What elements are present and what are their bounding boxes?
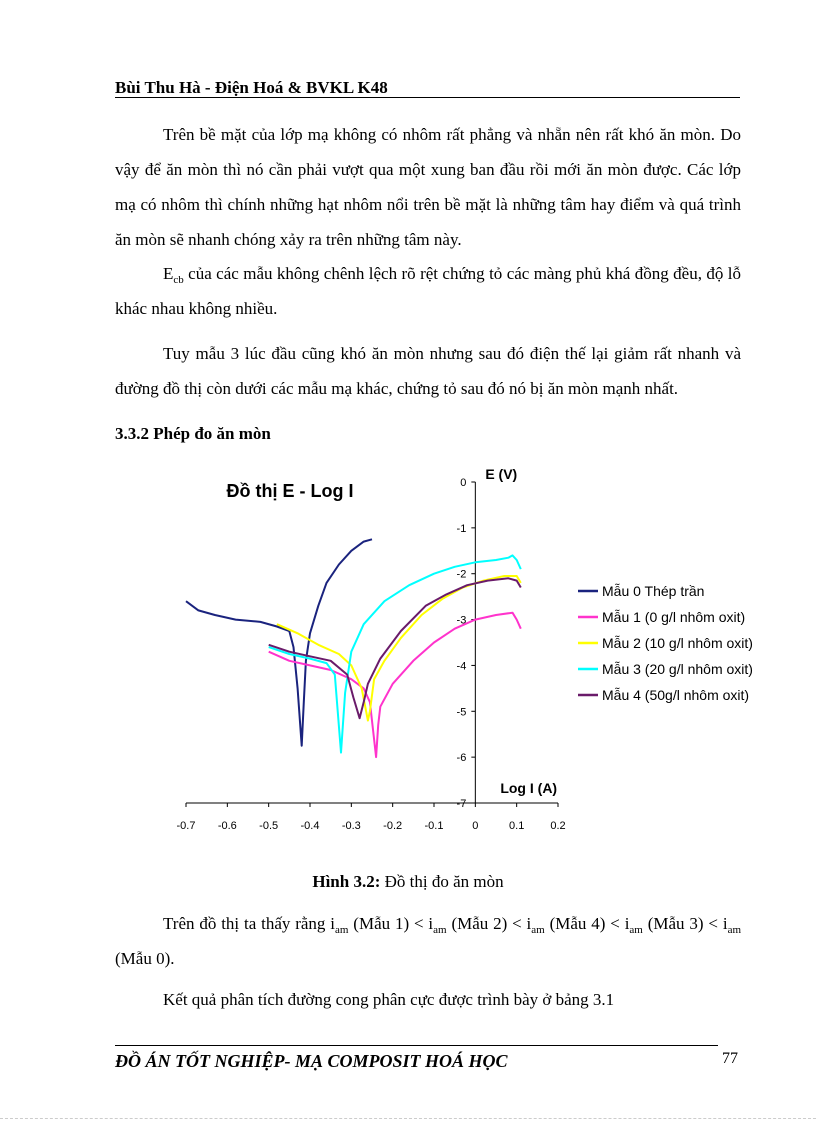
series-line	[277, 576, 521, 721]
x-tick-label: 0.1	[509, 820, 525, 832]
paragraph-2	[115, 256, 741, 326]
x-tick-label: -0.5	[259, 820, 279, 832]
page-bottom-edge	[0, 1118, 816, 1120]
y-axis-label: E (V)	[485, 466, 518, 482]
running-header: Bùi Thu Hà - Điện Hoá & BVKL K48	[115, 78, 388, 97]
caption-label: Hình 3.2:	[312, 872, 381, 891]
ecb-symbol: E	[163, 264, 174, 283]
p4-part: (Mẫu 4) < i	[544, 914, 630, 933]
x-tick-label: 0.2	[550, 820, 566, 832]
p4-part: (Mẫu 0).	[115, 949, 175, 968]
iam-subscript: am	[335, 924, 349, 936]
legend-label: Mẫu 3 (20 g/l nhôm oxit)	[602, 661, 753, 677]
footer-title: ĐỒ ÁN TỐT NGHIỆP- MẠ COMPOSIT HOÁ HỌC	[115, 1051, 508, 1071]
paragraph-1: Trên bề mặt của lớp mạ không có nhôm rất phẳng và nhẵn nên rất khó ăn mòn. Do vậy để ăn mòn thì nó cần phải vượt qua một xung ban đầu rồi mới ăn mòn được. Các lớp mạ có nhôm thì chính những hạt nhôm nổi trên bề mặt là những tâm hay điểm và quá trình ăn mòn sẽ nhanh chóng xảy ra trên những tâm này.	[115, 125, 741, 249]
p4-part: Trên đồ thị ta thấy rằng i	[163, 914, 335, 933]
legend-label: Mẫu 1 (0 g/l nhôm oxit)	[602, 609, 746, 625]
p4-part: (Mẫu 2) < i	[446, 914, 532, 933]
chart-title: Đồ thị E - Log I	[226, 481, 354, 501]
x-tick-label: -0.1	[424, 820, 444, 832]
paragraph-4	[115, 906, 741, 976]
figure-caption	[0, 872, 816, 892]
header-rule	[115, 97, 740, 98]
page-number: 77	[722, 1050, 738, 1067]
y-tick-label: -6	[456, 752, 467, 765]
x-tick-label: -0.2	[383, 820, 403, 832]
legend-label: Mẫu 4 (50g/l nhôm oxit)	[602, 687, 750, 703]
x-tick-label: -0.3	[341, 820, 361, 832]
y-tick-label: -4	[456, 660, 467, 673]
y-tick-label: -1	[456, 522, 467, 535]
ecb-subscript: cb	[173, 274, 184, 286]
legend-label: Mẫu 0 Thép trần	[602, 583, 705, 599]
y-tick-label: -7	[456, 798, 467, 810]
x-tick-label: -0.7	[176, 820, 196, 832]
y-tick-label: -3	[456, 614, 467, 627]
section-title: 3.3.2 Phép đo ăn mòn	[115, 424, 271, 443]
x-tick-label: 0	[472, 820, 479, 832]
series-line	[269, 578, 521, 718]
x-axis-label: Log I (A)	[500, 780, 558, 796]
caption-text: Đồ thị đo ăn mòn	[380, 872, 504, 891]
paragraph-5: Kết quả phân tích đường cong phân cực được trình bày ở bảng 3.1	[163, 990, 615, 1009]
polarization-chart	[160, 455, 780, 840]
p4-part: (Mẫu 3) < i	[642, 914, 728, 933]
paragraph-3: Tuy mẫu 3 lúc đầu cũng khó ăn mòn nhưng sau đó điện thế lại giảm rất nhanh và đường đồ thị còn dưới các mẫu mạ khác, chứng tỏ sau đó nó bị ăn mòn mạnh nhất.	[115, 344, 741, 398]
y-tick-label: 0	[460, 477, 467, 489]
footer-rule	[115, 1045, 718, 1046]
legend-label: Mẫu 2 (10 g/l nhôm oxit)	[602, 635, 753, 651]
iam-subscript: am	[629, 924, 643, 936]
p4-part: (Mẫu 1) < i	[348, 914, 434, 933]
iam-subscript: am	[727, 924, 742, 936]
x-tick-label: -0.4	[300, 820, 320, 832]
iam-subscript: am	[433, 924, 447, 936]
series-line	[269, 613, 521, 757]
y-tick-label: -2	[456, 568, 467, 581]
iam-subscript: am	[531, 924, 545, 936]
paragraph-2-text: của các mẫu không chênh lệch rõ rệt chứng tỏ các màng phủ khá đồng đều, độ lỗ khác nhau không nhiều.	[115, 264, 741, 318]
x-tick-label: -0.6	[217, 820, 237, 832]
y-tick-label: -5	[456, 706, 467, 719]
